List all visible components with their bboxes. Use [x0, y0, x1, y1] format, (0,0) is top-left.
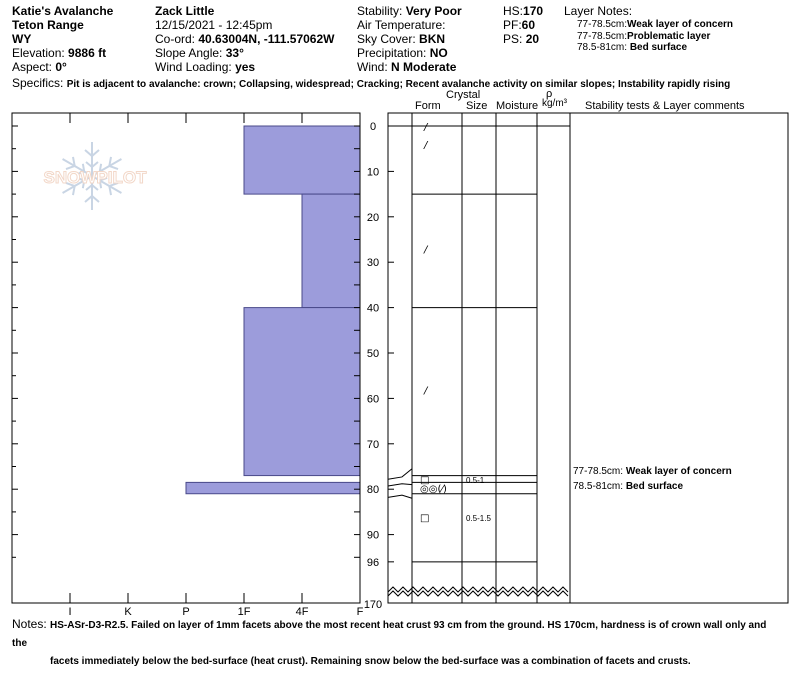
- layer-comment-0: [573, 466, 732, 477]
- layer-comment-range: 78.5-81cm:: [573, 481, 626, 493]
- depth-label-96: 96: [366, 556, 380, 569]
- layer-size-0: 0.5-1: [466, 475, 485, 485]
- notes: Notes: HS-ASr-D3-R2.5. Failed on layer of 1mm facets above the most recent heat crust 93 cm from the ground. HS 170cm, hardness is of crown wall only and the facets immediately below the bed-surface (heat crust). Remaining snow below the bed-surface was a combination of facets and crusts.: [12, 617, 767, 667]
- observer: Zack Little: [155, 4, 215, 18]
- col-rho: ρ: [546, 88, 553, 100]
- datetime: 12/15/2021 - 12:45pm: [155, 18, 273, 32]
- layer-form-2: □: [420, 512, 430, 524]
- location-name: Katie's Avalanche: [12, 4, 114, 18]
- hardness-bar-2: [244, 308, 360, 476]
- depth-label-30: 30: [366, 257, 380, 270]
- form-mark-0: /: [424, 122, 428, 133]
- layer-size-2: 0.5-1.5: [466, 513, 491, 523]
- layer-form-1: ◎◎(⁄): [420, 484, 447, 496]
- slope-angle: Slope Angle: 33°: [155, 46, 244, 60]
- elevation: Elevation: 9886 ft: [12, 46, 107, 60]
- strat-frame: [388, 113, 570, 603]
- col-comments: Stability tests & Layer comments: [585, 100, 745, 112]
- sky-cover: Sky Cover: BKN: [357, 32, 446, 46]
- depth-label-50: 50: [366, 348, 380, 360]
- comments-frame: [570, 113, 788, 603]
- layer-notes-title: Layer Notes:: [564, 4, 633, 18]
- hardness-label-I: I: [68, 606, 72, 618]
- hardness-bar-1: [302, 194, 360, 308]
- form-mark-1: /: [424, 140, 428, 152]
- depth-label-80: 80: [366, 484, 380, 497]
- depth-label-170: 170: [363, 599, 383, 611]
- coordinates: Co-ord: 40.63004N, -111.57062W: [155, 32, 335, 46]
- depth-label-0: 0: [369, 121, 377, 133]
- layer-note-1: 77-78.5cm:Weak layer of concern: [577, 19, 734, 30]
- pf-value: PF:60: [503, 18, 536, 32]
- depth-label-60: 60: [366, 393, 380, 406]
- layer-connector-2: [388, 495, 412, 498]
- layer-note-2: 77-78.5cm:Problematic layer: [577, 31, 711, 42]
- ps-value: PS: 20: [503, 32, 540, 46]
- layer-note-3: 78.5-81cm: Bed surface: [577, 42, 688, 53]
- depth-label-70: 70: [366, 438, 380, 451]
- layer-comment-text: Weak layer of concern: [625, 466, 732, 478]
- depth-label-40: 40: [366, 302, 380, 315]
- state: WY: [12, 32, 32, 46]
- depth-label-90: 90: [366, 529, 380, 542]
- hardness-bar-0: [244, 126, 360, 194]
- hardness-label-4F: 4F: [295, 606, 309, 618]
- aspect: Aspect: 0°: [12, 60, 67, 74]
- specifics: Specifics: Pit is adjacent to avalanche: crown; Collapsing, widespread; Cracking; Recent avalanche activity on similar slopes; Instability rapidly rising: [12, 76, 731, 90]
- col-moisture: Moisture: [496, 100, 539, 112]
- air-temperature: Air Temperature:: [357, 18, 446, 32]
- hardness-label-K: K: [124, 606, 132, 618]
- hardness-label-1F: 1F: [237, 606, 251, 618]
- depth-label-10: 10: [366, 166, 380, 179]
- precipitation: Precipitation: NO: [357, 46, 448, 60]
- watermark: [44, 142, 148, 210]
- layer-comment-range: 77-78.5cm:: [573, 466, 626, 478]
- axis-break-zigzag: [388, 587, 568, 592]
- mountain-range: Teton Range: [12, 18, 84, 32]
- depth-label-20: 20: [366, 211, 380, 224]
- hs-value: HS:170: [503, 4, 544, 18]
- hardness-label-P: P: [182, 606, 190, 618]
- col-form: Form: [415, 100, 441, 112]
- wind-loading: Wind Loading: yes: [155, 60, 256, 74]
- col-size: Size: [466, 100, 488, 112]
- layer-connector-0: [388, 469, 412, 479]
- stability: Stability: Very Poor: [357, 4, 462, 18]
- wind: Wind: N Moderate: [357, 60, 457, 74]
- hardness-label-F: F: [356, 606, 364, 618]
- col-density-unit: kg/m³: [542, 98, 567, 109]
- layer-comment-1: [573, 481, 683, 492]
- layer-comment-text: Bed surface: [625, 481, 684, 493]
- layer-connector-1: [388, 484, 412, 486]
- col-crystal: Crystal: [446, 89, 481, 101]
- layer-form-0: □: [420, 474, 430, 486]
- watermark-text: SNOWPILOT: [43, 168, 147, 187]
- form-mark-3: /: [424, 385, 428, 397]
- form-mark-2: /: [424, 244, 428, 256]
- hardness-bar-4: [186, 482, 360, 493]
